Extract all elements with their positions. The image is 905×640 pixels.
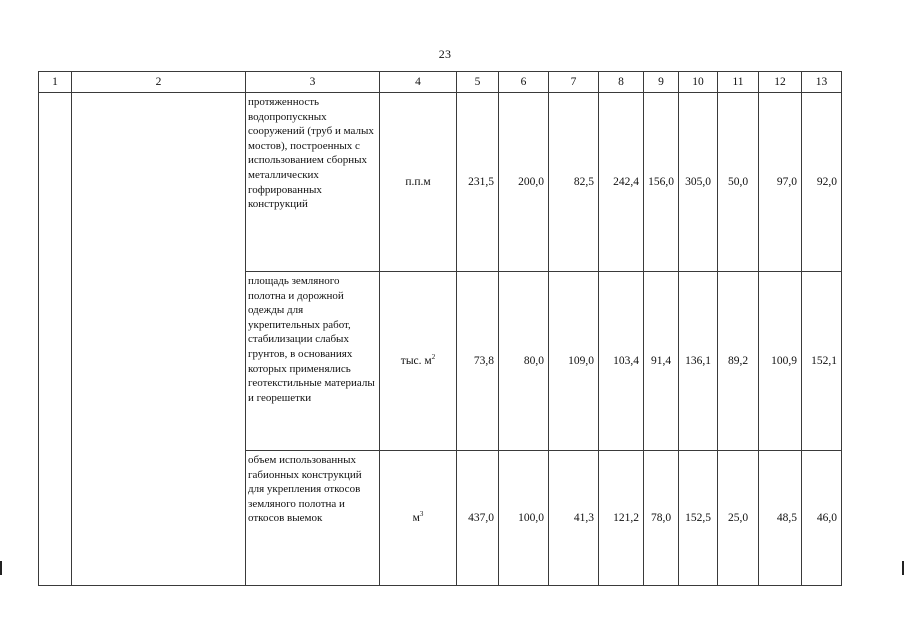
indicator-name-cell (72, 93, 246, 586)
description-cell: площадь земляного полотна и дорожной одежды для укрепительных работ, стабилизации слабых грунтов, в основаниях которых применялись геотекстильные материалы и георешетки (246, 272, 380, 451)
unit-text: п.п.м (405, 176, 431, 188)
column-header: 7 (549, 72, 599, 93)
scan-edge-mark-left (0, 561, 2, 575)
value-cell: 73,8 (457, 272, 499, 451)
value-cell: 80,0 (499, 272, 549, 451)
value-cell: 437,0 (457, 451, 499, 586)
page-number: 23 (438, 47, 452, 61)
value-cell: 136,1 (679, 272, 718, 451)
value-cell: 50,0 (718, 93, 759, 272)
column-header: 8 (599, 72, 644, 93)
value-cell: 78,0 (644, 451, 679, 586)
column-header: 13 (802, 72, 842, 93)
column-header: 1 (39, 72, 72, 93)
value-cell: 121,2 (599, 451, 644, 586)
value-cell: 92,0 (802, 93, 842, 272)
value-cell: 109,0 (549, 272, 599, 451)
value-cell: 156,0 (644, 93, 679, 272)
value-cell: 200,0 (499, 93, 549, 272)
column-header: 11 (718, 72, 759, 93)
column-header: 9 (644, 72, 679, 93)
value-cell: 48,5 (759, 451, 802, 586)
unit-cell (380, 451, 457, 586)
value-cell: 231,5 (457, 93, 499, 272)
value-cell: 97,0 (759, 93, 802, 272)
value-cell: 100,9 (759, 272, 802, 451)
value-cell: 152,5 (679, 451, 718, 586)
value-cell: 82,5 (549, 93, 599, 272)
column-header: 3 (246, 72, 380, 93)
column-header: 4 (380, 72, 457, 93)
column-header: 5 (457, 72, 499, 93)
data-table (38, 71, 842, 586)
unit-superscript: 2 (431, 353, 436, 362)
value-cell: 89,2 (718, 272, 759, 451)
column-header: 6 (499, 72, 549, 93)
value-cell: 25,0 (718, 451, 759, 586)
value-cell: 152,1 (802, 272, 842, 451)
value-cell: 103,4 (599, 272, 644, 451)
unit-superscript: 3 (419, 510, 424, 519)
value-cell: 41,3 (549, 451, 599, 586)
column-header: 2 (72, 72, 246, 93)
description-cell: протяженность водопропускных сооружений (труб и малых мостов), построенных с использованием сборных металлических гофрированных конструкций (246, 93, 380, 272)
value-cell: 242,4 (599, 93, 644, 272)
column-header: 12 (759, 72, 802, 93)
row-number-cell (39, 93, 72, 586)
description-cell: объем использованных габионных конструкций для укрепления откосов земляного полотна и откосов выемок (246, 451, 380, 586)
unit-text: тыс. м (400, 355, 432, 367)
value-cell: 46,0 (802, 451, 842, 586)
table-row (39, 93, 842, 272)
unit-cell (380, 272, 457, 451)
column-header: 10 (679, 72, 718, 93)
value-cell: 91,4 (644, 272, 679, 451)
unit-cell (380, 93, 457, 272)
scan-edge-mark-right (902, 561, 904, 575)
value-cell: 100,0 (499, 451, 549, 586)
unit-text: м (412, 512, 420, 524)
table-header-row (39, 72, 842, 93)
value-cell: 305,0 (679, 93, 718, 272)
